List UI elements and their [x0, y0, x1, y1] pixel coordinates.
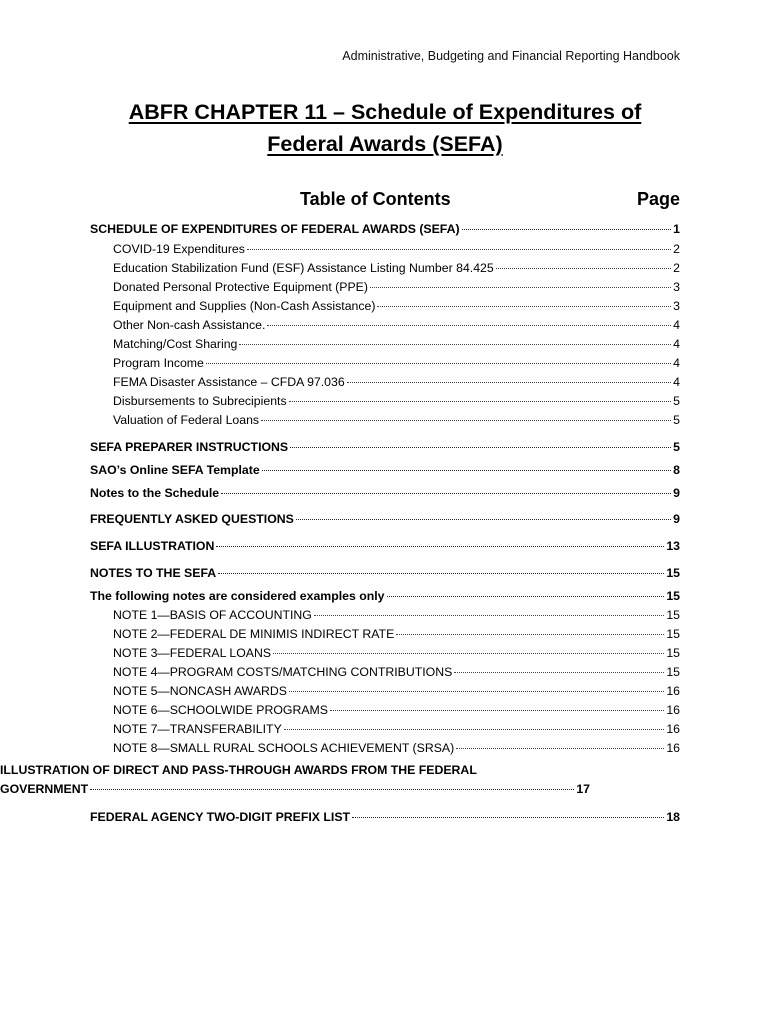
toc-entry-label: NOTE 2—FEDERAL DE MINIMIS INDIRECT RATE: [113, 627, 395, 641]
toc-entry-label: Education Stabilization Fund (ESF) Assistance Listing Number 84.425: [113, 261, 494, 275]
leader-dots: [387, 596, 665, 597]
leader-dots: [239, 344, 671, 345]
leader-dots: [347, 382, 671, 383]
toc-entry[interactable]: [90, 356, 680, 374]
leader-dots: [206, 363, 671, 364]
toc-entry-page: 4: [673, 356, 680, 370]
toc-entry-label: Other Non-cash Assistance.: [113, 318, 266, 332]
leader-dots: [396, 634, 664, 635]
leader-dots: [289, 691, 664, 692]
toc-entry-label: FREQUENTLY ASKED QUESTIONS: [90, 512, 294, 526]
leader-dots: [462, 229, 672, 230]
toc-entry[interactable]: [90, 242, 680, 260]
toc-entry-page: 9: [673, 486, 680, 500]
toc-entry[interactable]: [90, 222, 680, 240]
toc-entry-label: SCHEDULE OF EXPENDITURES OF FEDERAL AWARDS (SEFA): [90, 222, 460, 236]
header-note: Administrative, Budgeting and Financial Reporting Handbook: [342, 49, 680, 63]
toc-entry-label: NOTE 6—SCHOOLWIDE PROGRAMS: [113, 703, 328, 717]
toc-entry[interactable]: [90, 440, 680, 458]
toc-heading: Table of Contents: [300, 189, 451, 209]
toc-entry-page: 5: [673, 440, 680, 454]
toc-entry[interactable]: [90, 463, 680, 481]
leader-dots: [314, 615, 664, 616]
toc-entry[interactable]: [90, 665, 680, 683]
toc-entry[interactable]: [90, 627, 680, 645]
toc-entry-page: 15: [666, 646, 680, 660]
toc-entry-label: Valuation of Federal Loans: [113, 413, 260, 427]
toc-entry[interactable]: [90, 512, 680, 530]
toc-entry-page: 15: [666, 665, 680, 679]
toc-entry[interactable]: [90, 703, 680, 721]
toc-entry-label: COVID-19 Expenditures: [113, 242, 245, 256]
leader-dots: [90, 789, 574, 790]
toc-entry-label: Notes to the Schedule: [90, 486, 220, 500]
toc-entry-label: FEMA Disaster Assistance – CFDA 97.036: [113, 375, 345, 389]
toc-entry[interactable]: [90, 646, 680, 664]
toc-entry-label: NOTE 7—TRANSFERABILITY: [113, 722, 282, 736]
leader-dots: [261, 420, 671, 421]
document-title: [0, 96, 770, 160]
leader-dots: [289, 401, 672, 402]
toc-entry-page: 15: [666, 566, 680, 580]
toc-entry-page: 15: [666, 608, 680, 622]
toc-entry-page: 13: [666, 539, 680, 553]
toc-entry[interactable]: [90, 741, 680, 759]
leader-dots: [377, 306, 671, 307]
toc-entry-label: Donated Personal Protective Equipment (PPE): [113, 280, 368, 294]
leader-dots: [284, 729, 665, 730]
toc-entry[interactable]: [90, 608, 680, 626]
toc-entry-label: SEFA PREPARER INSTRUCTIONS: [90, 440, 289, 454]
toc-entry-page: 5: [673, 394, 680, 408]
leader-dots: [218, 573, 664, 574]
leader-dots: [330, 710, 664, 711]
toc-entry-label: FEDERAL AGENCY TWO-DIGIT PREFIX LIST: [90, 810, 351, 824]
toc-entry-page: 17: [576, 782, 590, 796]
toc-entry-label: SEFA ILLUSTRATION: [90, 539, 215, 553]
toc-entry-page: 3: [673, 299, 680, 313]
toc-entry[interactable]: [90, 722, 680, 740]
leader-dots: [247, 249, 671, 250]
toc-entry[interactable]: [90, 684, 680, 702]
title-line-1: ABFR CHAPTER 11 – Schedule of Expenditures of: [128, 100, 642, 124]
toc-entry-label-line1: ILLUSTRATION OF DIRECT AND PASS-THROUGH AWARDS FROM THE FEDERAL: [0, 763, 477, 777]
toc-entry-label-line2: GOVERNMENT: [0, 782, 89, 796]
toc-entry-label: Disbursements to Subrecipients: [113, 394, 287, 408]
toc-entry[interactable]: [90, 299, 680, 317]
toc-entry-page: 15: [666, 627, 680, 641]
toc-entry-label: NOTE 4—PROGRAM COSTS/MATCHING CONTRIBUTIONS: [113, 665, 453, 679]
toc-entry-last[interactable]: [90, 810, 680, 828]
toc-entry-label: NOTE 5—NONCASH AWARDS: [113, 684, 287, 698]
title-line-2: Federal Awards (SEFA): [267, 132, 503, 156]
toc-entry-page: 5: [673, 413, 680, 427]
toc-entry-label: NOTE 8—SMALL RURAL SCHOOLS ACHIEVEMENT (SRSA): [113, 741, 455, 755]
toc-entry-page: 1: [673, 222, 680, 236]
toc-entry-page: 16: [666, 722, 680, 736]
toc-entry[interactable]: [90, 318, 680, 336]
page-column-heading: Page: [636, 189, 680, 209]
toc-entry-page: 16: [666, 703, 680, 717]
toc-entry-page: 16: [666, 741, 680, 755]
leader-dots: [456, 748, 664, 749]
toc-entry-page: 16: [666, 684, 680, 698]
toc-entry[interactable]: [90, 394, 680, 412]
toc-entry[interactable]: [90, 539, 680, 557]
leader-dots: [267, 325, 671, 326]
toc-entry-label: Equipment and Supplies (Non-Cash Assistance): [113, 299, 376, 313]
leader-dots: [262, 470, 671, 471]
toc-entry-label: NOTE 1—BASIS OF ACCOUNTING: [113, 608, 312, 622]
toc-entry-multiline[interactable]: [0, 763, 590, 801]
toc-entry-page: 2: [673, 242, 680, 256]
leader-dots: [216, 546, 664, 547]
toc-entry-page: 2: [673, 261, 680, 275]
toc-entry[interactable]: [90, 280, 680, 298]
leader-dots: [496, 268, 671, 269]
toc-entry-label: NOTE 3—FEDERAL LOANS: [113, 646, 272, 660]
leader-dots: [352, 817, 664, 818]
toc-entry[interactable]: [90, 566, 680, 584]
leader-dots: [273, 653, 664, 654]
leader-dots: [454, 672, 664, 673]
toc-entry[interactable]: [90, 486, 680, 504]
toc-entry[interactable]: [90, 589, 680, 607]
toc-entry-line2: [0, 782, 590, 801]
toc-entry-label: SAO’s Online SEFA Template: [90, 463, 260, 477]
toc-entry-page: 4: [673, 318, 680, 332]
toc-entry[interactable]: [90, 413, 680, 431]
toc-entry-page: 9: [673, 512, 680, 526]
leader-dots: [221, 493, 671, 494]
toc-entry-page: 4: [673, 337, 680, 351]
leader-dots: [370, 287, 671, 288]
leader-dots: [290, 447, 671, 448]
toc-entry-page: 4: [673, 375, 680, 389]
toc-entry[interactable]: [90, 375, 680, 393]
leader-dots: [296, 519, 671, 520]
toc-entry-label: NOTES TO THE SEFA: [90, 566, 217, 580]
toc-entry-label: The following notes are considered examples only: [90, 589, 385, 603]
toc-entry[interactable]: [90, 337, 680, 355]
toc-entry-page: 18: [666, 810, 680, 824]
toc-entry-page: 3: [673, 280, 680, 294]
toc-entry-page: 8: [673, 463, 680, 477]
toc-entry-label: Matching/Cost Sharing: [113, 337, 238, 351]
toc-entry[interactable]: [90, 261, 680, 279]
toc-heading-row: [90, 189, 680, 215]
toc-entry-label: Program Income: [113, 356, 204, 370]
toc-entry-page: 15: [666, 589, 680, 603]
